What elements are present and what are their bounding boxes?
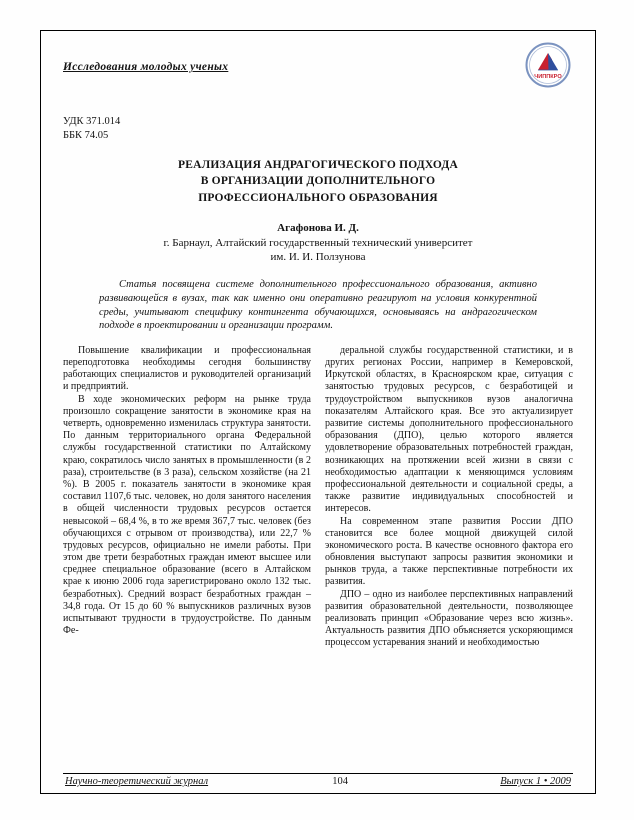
page-header [63, 43, 573, 99]
classification-codes [63, 115, 573, 143]
page-frame [40, 30, 596, 794]
author-affiliation [63, 236, 573, 266]
logo-text: ЧИППКРО [534, 74, 562, 80]
journal-name: Научно-теоретический журнал [65, 776, 209, 787]
body-paragraph: Повышение квалификации и профессиональная переподготовка необходимы сегодня большинству работающих специалистов и руководителей организаций и предприятий. [63, 344, 311, 393]
body-paragraph: На современном этапе развития России ДПО становится все более мощной движущей силой экономического роста. В качестве основного фактора его обновления выступают запросы развития экономики и рынков труда, а также перспективные потребности их развития. [325, 515, 573, 588]
article-title-line: РЕАЛИЗАЦИЯ АНДРАГОГИЧЕСКОГО ПОДХОДА [177, 159, 459, 172]
udk-code: УДК 371.014 [63, 116, 121, 127]
body-paragraph: деральной службы государственной статистики, и в других регионах России, например в Кемеровской, Иркутской областях, в Красноярском крае, ситуация с занятостью трудовых ресурсов, с безработицей и трудоустройством выпускников вузов аналогична показателям Алтайского края. Все это актуализирует развитие системы дополнительного профессионального образования (ДПО), целью которого является удовлетворение образовательных потребностей граждан, возникающих на протяжении всей жизни в связи с необходимостью адаптации к меняющимся условиям профессиональной деятельности и социальной среды, а также развитие индивидуальных способностей и интересов. [325, 344, 573, 515]
article-body [63, 345, 573, 769]
right-column [325, 345, 573, 769]
article-title-line: ПРОФЕССИОНАЛЬНОГО ОБРАЗОВАНИЯ [198, 191, 438, 204]
abstract-text: Статья посвящена системе дополнительного профессионального образования, активно развивающейся в вузах, так как именно они оперативно реагируют на условия конкурентной среды, учитывают специфику контингента обучающихся, основываясь на андрагогическом подходе в проектировании и организации программ. [99, 279, 537, 332]
running-title: Исследования молодых ученых [63, 61, 229, 73]
page-number: 104 [332, 776, 349, 787]
author-name: Агафонова И. Д. [277, 221, 359, 234]
page-footer [63, 773, 573, 787]
left-column [63, 345, 311, 769]
article-title-line: В ОРГАНИЗАЦИИ ДОПОЛНИТЕЛЬНОГО [200, 175, 436, 188]
affiliation-line: г. Барнаул, Алтайский государственный технический университет [163, 236, 473, 249]
affiliation-line: им. И. И. Ползунова [270, 251, 366, 264]
issue-label: Выпуск 1 • 2009 [500, 776, 571, 787]
chippkro-logo-icon [523, 41, 573, 91]
chippkro-logo [523, 41, 573, 96]
article-title [63, 157, 573, 205]
body-paragraph: ДПО – одно из наиболее перспективных направлений развития образовательной деятельности, позволяющее реализовать принцип «Образование через всю жизнь». Актуальность развития ДПО объясняется ускоряющимся процессом устаревания знаний и необходимостью [325, 588, 573, 649]
body-paragraph: В ходе экономических реформ на рынке труда произошло сокращение занятости в экономике края на четверть, одновременно изменилась структура занятости. По данным территориального органа Федеральной службы государственной статистики по Алтайскому краю, сократилось число занятых в промышленности (в 2 раза), строительстве (в 3 раза), сельском хозяйстве (на 21 %). В 2005 г. показатель занятости в экономике края составил 1107,6 тыс. человек, но доля занятого населения в общей численности трудовых ресурсов остается невысокой – 68,4 %, в то же время 367,7 тыс. человек (без обучающихся с отрывом от производства), или 22,7 % трудовых ресурсов, официально не имели работы. При этом две трети безработных граждан имеют высшее или среднее специальное образование (всего в Алтайском крае к июню 2006 года зарегистрировано около 132 тыс. безработных). Средний возраст безработных граждан – 34,8 года. От 15 до 60 % выпускников различных вузов испытывают трудности в трудоустройстве. По данным Фе- [63, 393, 311, 637]
bbk-code: ББК 74.05 [63, 130, 109, 142]
